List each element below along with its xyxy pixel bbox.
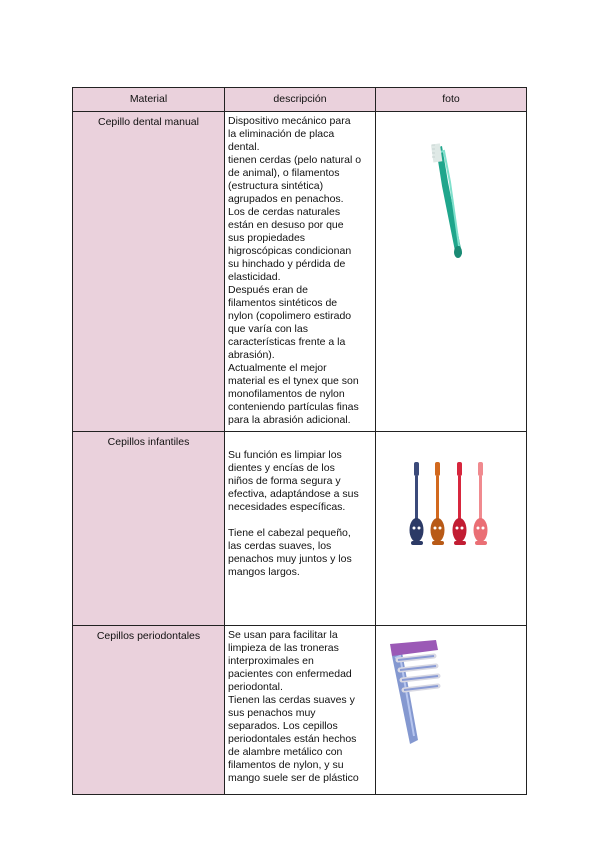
toothbrush-icon: [431, 143, 462, 258]
description-text: Tiene el cabezal pequeño, las cerdas suaves, los penachos muy juntos y los mangos largos.: [228, 527, 352, 578]
table-row: [73, 432, 527, 626]
toothbrush-icon: [473, 462, 487, 545]
description-cell: [225, 432, 376, 626]
header-material: Material: [73, 88, 225, 112]
toothbrush-icon: [390, 640, 438, 744]
material-cell: [73, 112, 225, 432]
material-cell: [73, 626, 225, 795]
periodontal-toothbrush-image: [382, 638, 448, 746]
description-text: Su función es limpiar los dientes y encías de los niños de forma segura y efectiva, adaptándose a sus necesidades específicas.: [228, 449, 359, 513]
photo-cell: [375, 112, 526, 432]
header-description: descripción: [225, 88, 376, 112]
description-cell: [225, 626, 376, 795]
teal-toothbrush-image: [428, 142, 472, 262]
description-text: Dispositivo mecánico para la eliminación de placa dental. tienen cerdas (pelo natural o de animal), o filamentos (estructura sintética) agrupados en penachos. Los de cerdas naturales están en desuso por que sus propiedades higroscópicas condicionan su hinchado y pérdida de elasticidad. Después eran de filamentos sintéticos de nylon (copolimero estirado que varía con las características frente a la abrasión). Actualmente el mejor material es el tynex que son monofilamentos de nylon conteniendo partículas finas para la abrasión adicional.: [228, 115, 362, 426]
toothbrush-icon: [430, 462, 444, 545]
material-name: Cepillos periodontales: [96, 630, 201, 642]
description-cell: [225, 112, 376, 432]
photo-cell: [375, 432, 526, 626]
toothbrush-icon: [452, 462, 466, 545]
header-row: [73, 88, 527, 112]
toothbrush-icon: [409, 462, 423, 545]
photo-cell: [375, 626, 526, 795]
material-name: Cepillo dental manual: [98, 116, 199, 128]
description-text: Se usan para facilitar la limpieza de las troneras interproximales en pacientes con enfermedad periodontal. Tienen las cerdas suaves y sus penachos muy separados. Los cepillos periodontales están hechos de alambre metálico con filamentos de nylon, y su mango suele ser de plástico: [228, 629, 359, 784]
materials-table: [72, 87, 527, 795]
material-cell: [73, 432, 225, 626]
kids-toothbrushes-image: [408, 458, 494, 554]
header-photo: foto: [375, 88, 526, 112]
table-row: [73, 112, 527, 432]
material-name: Cepillos infantiles: [107, 436, 190, 448]
table-row: [73, 626, 527, 795]
